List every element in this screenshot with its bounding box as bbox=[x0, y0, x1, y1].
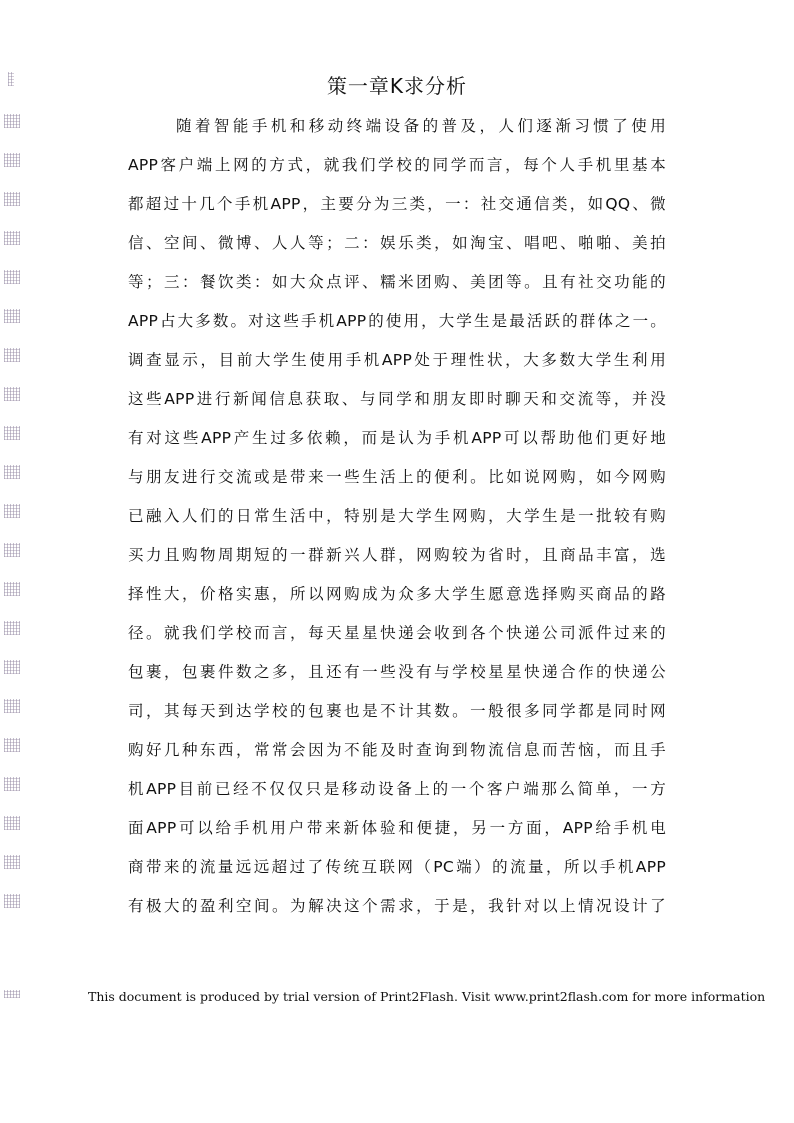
text-line: 包裹，包裹件数之多，且还有一些没有与学校星星快递合作的快递公 bbox=[128, 663, 666, 681]
margin-mark bbox=[4, 387, 20, 401]
margin-mark bbox=[4, 582, 20, 596]
text-line: 与朋友进行交流或是带来一些生活上的便利。比如说网购，如今网购 bbox=[128, 468, 666, 486]
chapter-title: 策一章K求分析 bbox=[326, 74, 468, 98]
text-line: 随着智能手机和移动终端设备的普及，人们逐渐习惯了使用 bbox=[176, 117, 666, 135]
body-paragraph bbox=[128, 107, 666, 926]
text-line: 购好几种东西，常常会因为不能及时查询到物流信息而苦恼，而且手 bbox=[128, 741, 666, 759]
text-line: 径。就我们学校而言，每天星星快递会收到各个快递公司派件过来的 bbox=[128, 624, 666, 642]
text-line: 信、空间、微博、人人等；二：娱乐类，如淘宝、唱吧、啪啪、美拍 bbox=[128, 234, 666, 252]
margin-mark bbox=[4, 777, 20, 791]
margin-mark bbox=[4, 114, 20, 128]
text-line: 调查显示，目前大学生使用手机APP处于理性状，大多数大学生利用 bbox=[128, 351, 666, 369]
text-line: 已融入人们的日常生活中，特别是大学生网购，大学生是一批较有购 bbox=[128, 507, 666, 525]
margin-mark bbox=[4, 192, 20, 206]
text-line: 等；三：餐饮类：如大众点评、糯米团购、美团等。且有社交功能的 bbox=[128, 273, 666, 291]
margin-mark bbox=[4, 426, 20, 440]
margin-mark bbox=[4, 543, 20, 557]
margin-mark bbox=[4, 348, 20, 362]
text-line: 有对这些APP产生过多依赖，而是认为手机APP可以帮助他们更好地 bbox=[128, 429, 666, 447]
margin-mark bbox=[4, 699, 20, 713]
margin-artifacts bbox=[0, 70, 24, 1030]
text-line: 有极大的盈利空间。为解决这个需求，于是，我针对以上情况设计了 bbox=[128, 897, 666, 915]
margin-mark bbox=[4, 504, 20, 518]
trial-watermark-footer: This document is produced by trial version of Print2Flash. Visit www.print2flash.com for more information bbox=[88, 989, 766, 1004]
text-line: 面APP可以给手机用户带来新体验和便捷，另一方面，APP给手机电 bbox=[128, 819, 666, 837]
text-line: APP客户端上网的方式，就我们学校的同学而言，每个人手机里基本 bbox=[128, 156, 666, 174]
margin-mark bbox=[4, 465, 20, 479]
margin-mark bbox=[4, 990, 20, 998]
margin-mark bbox=[4, 660, 20, 674]
margin-mark bbox=[4, 231, 20, 245]
margin-mark bbox=[4, 621, 20, 635]
text-line: 择性大，价格实惠，所以网购成为众多大学生愿意选择购买商品的路 bbox=[128, 585, 666, 603]
margin-mark bbox=[4, 309, 20, 323]
text-line: 都超过十几个手机APP，主要分为三类，一：社交通信类，如QQ、微 bbox=[128, 195, 666, 213]
text-line: 这些APP进行新闻信息获取、与同学和朋友即时聊天和交流等，并没 bbox=[128, 390, 666, 408]
margin-mark bbox=[4, 738, 20, 752]
margin-mark bbox=[4, 153, 20, 167]
margin-mark bbox=[4, 855, 20, 869]
margin-mark bbox=[4, 816, 20, 830]
text-line: 商带来的流量远远超过了传统互联网（PC端）的流量，所以手机APP bbox=[128, 858, 666, 876]
margin-mark bbox=[4, 894, 20, 908]
text-line: 司，其每天到达学校的包裹也是不计其数。一般很多同学都是同时网 bbox=[128, 702, 666, 720]
text-line: APP占大多数。对这些手机APP的使用，大学生是最活跃的群体之一。 bbox=[128, 312, 666, 330]
text-line: 机APP目前已经不仅仅只是移动设备上的一个客户端那么简单，一方 bbox=[128, 780, 666, 798]
text-line: 买力且购物周期短的一群新兴人群，网购较为省时，且商品丰富，选 bbox=[128, 546, 666, 564]
margin-mark bbox=[4, 270, 20, 284]
